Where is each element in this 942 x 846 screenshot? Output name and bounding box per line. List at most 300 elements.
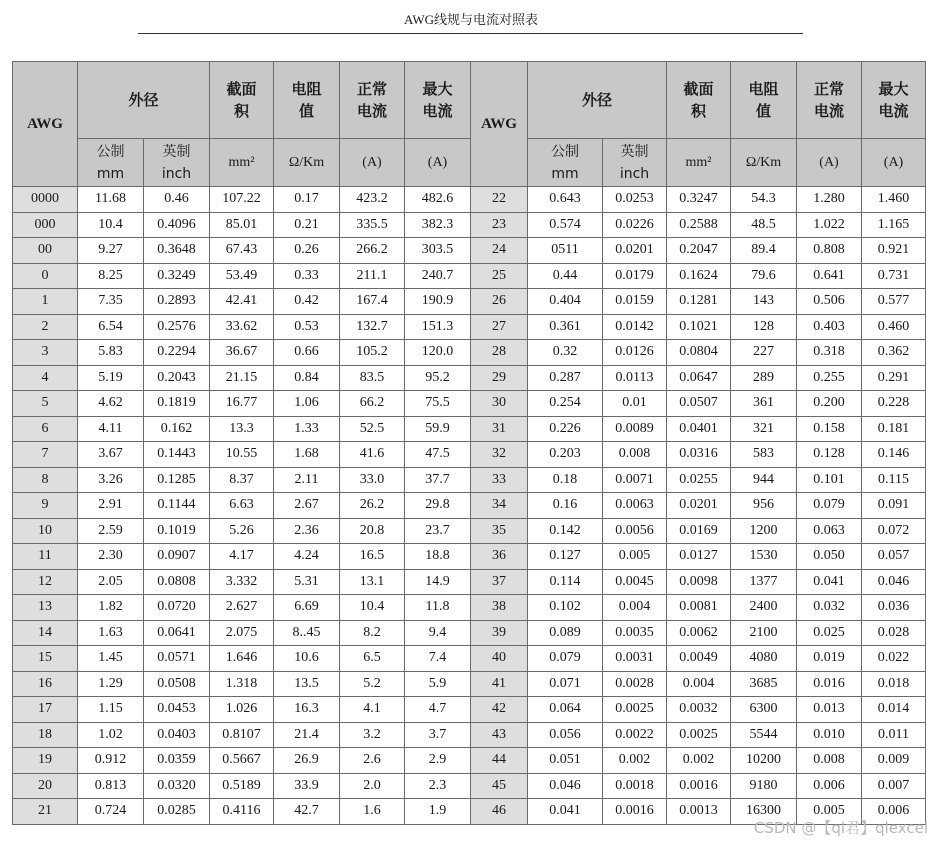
table-cell: 75.5 [405,391,471,417]
table-cell: 0.0907 [144,544,210,570]
table-cell: 0.0071 [603,467,667,493]
awg-cell: 11 [13,544,78,570]
table-cell: 2.3 [405,773,471,799]
table-cell: 0.036 [862,595,926,621]
table-cell: 4.62 [78,391,144,417]
resistance-header-right: 电阻值 [731,62,797,139]
table-cell: 8..45 [274,620,340,646]
table-cell: 16300 [731,799,797,825]
table-cell: 1.02 [78,722,144,748]
table-cell: 0.0201 [667,493,731,519]
table-cell: 0.002 [603,748,667,774]
table-cell: 4.11 [78,416,144,442]
table-cell: 13.5 [274,671,340,697]
table-cell: 0.2294 [144,340,210,366]
table-cell: 0.016 [797,671,862,697]
table-cell: 0.128 [797,442,862,468]
table-row [13,697,926,723]
table-cell: 0.162 [144,416,210,442]
table-cell: 0.1624 [667,263,731,289]
table-cell: 0.287 [528,365,603,391]
table-cell: 0.006 [862,799,926,825]
awg-cell: 24 [471,238,528,264]
table-cell: 0.056 [528,722,603,748]
table-cell: 0.018 [862,671,926,697]
table-cell: 2100 [731,620,797,646]
table-cell: 0.1285 [144,467,210,493]
table-cell: 1.460 [862,187,926,213]
table-cell: 95.2 [405,365,471,391]
awg-cell: 23 [471,212,528,238]
awg-cell: 7 [13,442,78,468]
awg-cell: 36 [471,544,528,570]
awg-cell: 13 [13,595,78,621]
table-cell: 0.404 [528,289,603,315]
table-cell: 0.051 [528,748,603,774]
table-cell: 0.010 [797,722,862,748]
table-row [13,263,926,289]
table-cell: 9.4 [405,620,471,646]
table-cell: 132.7 [340,314,405,340]
table-cell: 21.15 [210,365,274,391]
table-cell: 5.2 [340,671,405,697]
table-cell: 0.0063 [603,493,667,519]
table-cell: 2.30 [78,544,144,570]
table-cell: 11.8 [405,595,471,621]
table-cell: 0.0403 [144,722,210,748]
table-row [13,748,926,774]
table-cell: 23.7 [405,518,471,544]
awg-cell: 000 [13,212,78,238]
table-cell: 1.82 [78,595,144,621]
table-cell: 143 [731,289,797,315]
table-cell: 0.506 [797,289,862,315]
table-cell: 0.724 [78,799,144,825]
table-cell: 0.0571 [144,646,210,672]
table-cell: 0.18 [528,467,603,493]
table-cell: 0.115 [862,467,926,493]
table-cell: 48.5 [731,212,797,238]
table-cell: 0.731 [862,263,926,289]
table-cell: 0.041 [528,799,603,825]
awg-cell: 21 [13,799,78,825]
table-cell: 26.2 [340,493,405,519]
table-cell: 0.84 [274,365,340,391]
table-cell: 167.4 [340,289,405,315]
title-underline [138,33,803,34]
awg-cell: 29 [471,365,528,391]
awg-cell: 44 [471,748,528,774]
table-cell: 0.254 [528,391,603,417]
table-row [13,289,926,315]
table-cell: 0.226 [528,416,603,442]
table-cell: 0.046 [862,569,926,595]
table-row [13,722,926,748]
table-row [13,595,926,621]
table-cell: 0.0062 [667,620,731,646]
table-cell: 10.4 [78,212,144,238]
table-row [13,518,926,544]
table-cell: 0.181 [862,416,926,442]
resistance-unit: Ω/Km [274,139,340,187]
awg-cell: 3 [13,340,78,366]
table-cell: 1.022 [797,212,862,238]
table-row [13,646,926,672]
awg-cell: 00 [13,238,78,264]
table-cell: 0.0316 [667,442,731,468]
table-cell: 1.280 [797,187,862,213]
table-cell: 1.318 [210,671,274,697]
metric-unit-right: 公制 mm [528,139,603,187]
table-cell: 0.1144 [144,493,210,519]
table-cell: 0.127 [528,544,603,570]
table-cell: 0.641 [797,263,862,289]
awg-cell: 6 [13,416,78,442]
table-cell: 0.16 [528,493,603,519]
table-cell: 0.203 [528,442,603,468]
table-cell: 0.17 [274,187,340,213]
table-cell: 0.42 [274,289,340,315]
table-cell: 105.2 [340,340,405,366]
table-cell: 89.4 [731,238,797,264]
table-cell: 0.912 [78,748,144,774]
table-cell: 85.01 [210,212,274,238]
table-row [13,187,926,213]
table-cell: 0.0032 [667,697,731,723]
table-cell: 1.646 [210,646,274,672]
table-cell: 5.31 [274,569,340,595]
table-cell: 227 [731,340,797,366]
table-row [13,314,926,340]
table-cell: 583 [731,442,797,468]
table-cell: 0.2047 [667,238,731,264]
table-cell: 0.3648 [144,238,210,264]
page-title: AWG线规与电流对照表 [403,12,538,27]
table-cell: 7.4 [405,646,471,672]
awg-cell: 25 [471,263,528,289]
table-cell: 0.5667 [210,748,274,774]
table-cell: 0.0142 [603,314,667,340]
table-cell: 33.62 [210,314,274,340]
table-cell: 59.9 [405,416,471,442]
table-cell: 0.0016 [667,773,731,799]
table-cell: 2.67 [274,493,340,519]
table-cell: 3.26 [78,467,144,493]
table-cell: 8.37 [210,467,274,493]
table-cell: 0.361 [528,314,603,340]
table-cell: 20.8 [340,518,405,544]
table-cell: 0.0045 [603,569,667,595]
table-cell: 0.014 [862,697,926,723]
table-cell: 0.005 [603,544,667,570]
table-cell: 0.006 [797,773,862,799]
table-cell: 289 [731,365,797,391]
table-cell: 0.057 [862,544,926,570]
table-cell: 0.004 [667,671,731,697]
table-cell: 0.577 [862,289,926,315]
table-cell: 0.0401 [667,416,731,442]
table-cell: 1.63 [78,620,144,646]
table-cell: 0.008 [603,442,667,468]
table-cell: 1.026 [210,697,274,723]
table-cell: 0.0127 [667,544,731,570]
table-cell: 3.2 [340,722,405,748]
table-cell: 0.0013 [667,799,731,825]
table-cell: 151.3 [405,314,471,340]
table-row [13,569,926,595]
table-cell: 0.2893 [144,289,210,315]
table-cell: 1.15 [78,697,144,723]
table-cell: 6.69 [274,595,340,621]
table-cell: 0.0159 [603,289,667,315]
table-cell: 16.77 [210,391,274,417]
table-cell: 0.0081 [667,595,731,621]
table-cell: 0.102 [528,595,603,621]
table-cell: 0.200 [797,391,862,417]
table-cell: 1.6 [340,799,405,825]
awg-cell: 4 [13,365,78,391]
awg-cell: 18 [13,722,78,748]
table-cell: 0.007 [862,773,926,799]
table-cell: 0.46 [144,187,210,213]
table-cell: 1.06 [274,391,340,417]
awg-cell: 9 [13,493,78,519]
table-cell: 53.49 [210,263,274,289]
table-cell: 0.050 [797,544,862,570]
imperial-unit-right: 英制 inch [603,139,667,187]
table-cell: 0.158 [797,416,862,442]
awg-cell: 34 [471,493,528,519]
area-header-right: 截面积 [667,62,731,139]
table-cell: 1.9 [405,799,471,825]
table-cell: 0.004 [603,595,667,621]
table-cell: 0.53 [274,314,340,340]
metric-unit: 公制 mm [78,139,144,187]
table-cell: 11.68 [78,187,144,213]
area-unit: mm² [210,139,274,187]
table-cell: 0.0113 [603,365,667,391]
awg-cell: 45 [471,773,528,799]
awg-cell: 10 [13,518,78,544]
table-cell: 10200 [731,748,797,774]
table-cell: 0.0169 [667,518,731,544]
table-cell: 0.3247 [667,187,731,213]
table-row [13,238,926,264]
table-cell: 79.6 [731,263,797,289]
table-cell: 47.5 [405,442,471,468]
table-cell: 8.2 [340,620,405,646]
awg-cell: 20 [13,773,78,799]
table-cell: 2.075 [210,620,274,646]
table-cell: 29.8 [405,493,471,519]
table-cell: 482.6 [405,187,471,213]
table-cell: 3.7 [405,722,471,748]
area-header: 截面积 [210,62,274,139]
watermark: CSDN @【ql君】qlexcel [753,819,928,837]
resistance-header: 电阻值 [274,62,340,139]
table-row [13,365,926,391]
table-cell: 0.008 [797,748,862,774]
table-cell: 335.5 [340,212,405,238]
normal-current-unit-right: (A) [797,139,862,187]
table-cell: 0.046 [528,773,603,799]
awg-cell: 17 [13,697,78,723]
max-current-header-right: 最大电流 [862,62,926,139]
table-row [13,493,926,519]
table-cell: 0.0720 [144,595,210,621]
table-cell: 67.43 [210,238,274,264]
table-cell: 0.022 [862,646,926,672]
table-cell: 5.9 [405,671,471,697]
table-cell: 0.0647 [667,365,731,391]
table-cell: 5.83 [78,340,144,366]
table-cell: 9180 [731,773,797,799]
table-cell: 4080 [731,646,797,672]
table-cell: 0.0507 [667,391,731,417]
table-cell: 0.0089 [603,416,667,442]
table-cell: 0.101 [797,467,862,493]
max-current-header: 最大电流 [405,62,471,139]
table-cell: 1.45 [78,646,144,672]
table-cell: 6.63 [210,493,274,519]
resistance-unit-right: Ω/Km [731,139,797,187]
table-cell: 0.2576 [144,314,210,340]
awg-cell: 40 [471,646,528,672]
awg-cell: 28 [471,340,528,366]
table-cell: 0.002 [667,748,731,774]
table-cell: 107.22 [210,187,274,213]
table-cell: 2.0 [340,773,405,799]
table-cell: 9.27 [78,238,144,264]
table-cell: 2.9 [405,748,471,774]
table-cell: 0.0031 [603,646,667,672]
table-cell: 2400 [731,595,797,621]
table-cell: 0.005 [797,799,862,825]
table-cell: 0.0226 [603,212,667,238]
table-row [13,467,926,493]
awg-cell: 15 [13,646,78,672]
awg-cell: 19 [13,748,78,774]
table-cell: 0.072 [862,518,926,544]
table-cell: 382.3 [405,212,471,238]
table-cell: 2.59 [78,518,144,544]
table-cell: 0.0126 [603,340,667,366]
awg-header: AWG [13,62,78,187]
table-cell: 0.142 [528,518,603,544]
awg-cell: 42 [471,697,528,723]
table-cell: 0.0049 [667,646,731,672]
table-cell: 0.4096 [144,212,210,238]
awg-cell: 30 [471,391,528,417]
table-cell: 1200 [731,518,797,544]
table-cell: 0.041 [797,569,862,595]
table-cell: 0.0359 [144,748,210,774]
table-cell: 1.165 [862,212,926,238]
normal-current-header-right: 正常电流 [797,62,862,139]
table-cell: 0.0035 [603,620,667,646]
table-cell: 0.0508 [144,671,210,697]
max-current-unit-right: (A) [862,139,926,187]
table-cell: 0.0320 [144,773,210,799]
table-cell: 0.0201 [603,238,667,264]
table-cell: 190.9 [405,289,471,315]
table-cell: 2.91 [78,493,144,519]
table-cell: 0.009 [862,748,926,774]
table-cell: 266.2 [340,238,405,264]
table-cell: 2.36 [274,518,340,544]
table-cell: 41.6 [340,442,405,468]
table-cell: 2.05 [78,569,144,595]
awg-cell: 2 [13,314,78,340]
table-cell: 956 [731,493,797,519]
table-cell: 0.362 [862,340,926,366]
awg-cell: 37 [471,569,528,595]
table-cell: 0.089 [528,620,603,646]
table-cell: 42.7 [274,799,340,825]
table-cell: 0.921 [862,238,926,264]
table-cell: 83.5 [340,365,405,391]
table-cell: 1.68 [274,442,340,468]
table-cell: 5544 [731,722,797,748]
awg-cell: 14 [13,620,78,646]
table-cell: 6.54 [78,314,144,340]
table-cell: 0.146 [862,442,926,468]
table-row [13,620,926,646]
awg-cell: 16 [13,671,78,697]
table-cell: 0.0056 [603,518,667,544]
table-row [13,544,926,570]
imperial-unit: 英制 inch [144,139,210,187]
table-cell: 0.019 [797,646,862,672]
table-cell: 1377 [731,569,797,595]
awg-cell: 41 [471,671,528,697]
table-cell: 0.813 [78,773,144,799]
table-cell: 0.0016 [603,799,667,825]
table-cell: 1530 [731,544,797,570]
table-cell: 10.55 [210,442,274,468]
table-cell: 16.5 [340,544,405,570]
table-cell: 0.0804 [667,340,731,366]
table-cell: 0.3249 [144,263,210,289]
table-cell: 0.8107 [210,722,274,748]
table-cell: 4.24 [274,544,340,570]
table-cell: 0.079 [797,493,862,519]
table-cell: 5.26 [210,518,274,544]
table-cell: 0.032 [797,595,862,621]
table-cell: 0.403 [797,314,862,340]
table-cell: 0.0808 [144,569,210,595]
awg-cell: 38 [471,595,528,621]
table-cell: 0.0098 [667,569,731,595]
table-cell: 4.17 [210,544,274,570]
table-cell: 0.291 [862,365,926,391]
header-row-1 [13,62,926,139]
table-cell: 0.0179 [603,263,667,289]
table-row [13,212,926,238]
diameter-header: 外径 [78,62,210,139]
table-cell: 0.1281 [667,289,731,315]
awg-cell: 35 [471,518,528,544]
awg-table [12,61,926,825]
table-cell: 0.460 [862,314,926,340]
table-cell: 13.1 [340,569,405,595]
table-cell: 33.9 [274,773,340,799]
max-current-unit: (A) [405,139,471,187]
table-cell: 0.66 [274,340,340,366]
table-cell: 303.5 [405,238,471,264]
awg-cell: 32 [471,442,528,468]
table-cell: 13.3 [210,416,274,442]
